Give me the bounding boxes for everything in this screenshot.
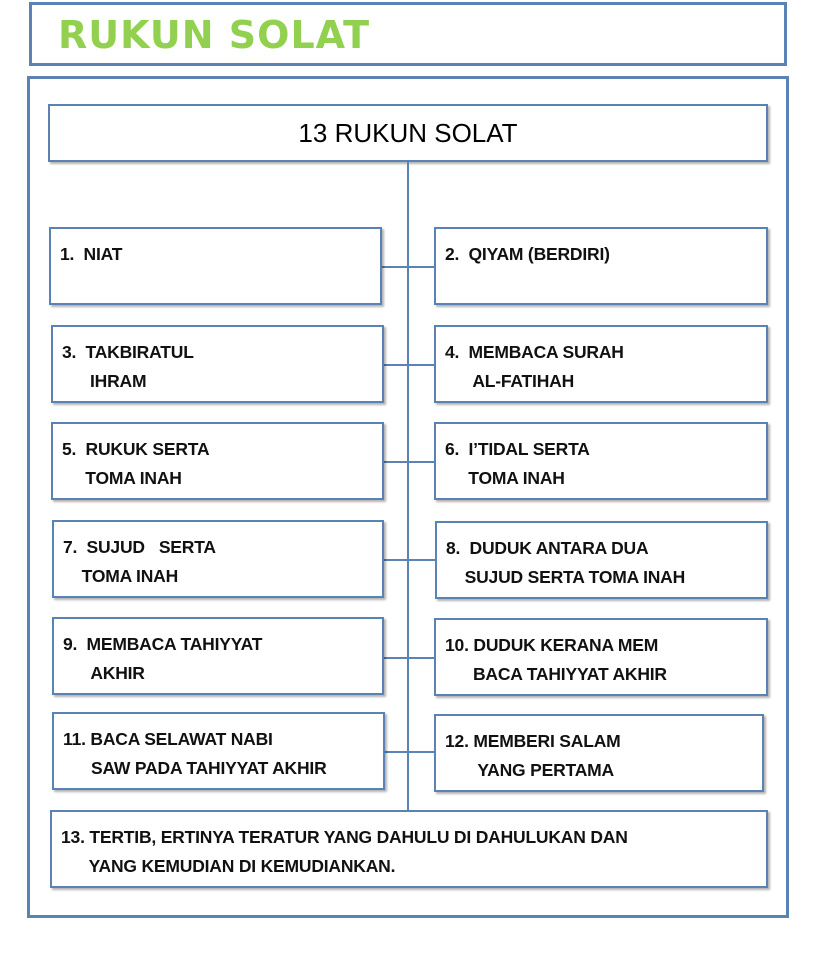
rukun-box-5 — [51, 422, 384, 500]
rukun-box-12 — [434, 714, 764, 792]
title-banner — [29, 2, 787, 66]
branch-connector-row-6 — [385, 751, 434, 753]
rukun-text-10: 10. DUDUK KERANA MEM BACA TAHIYYAT AKHIR — [445, 635, 667, 684]
rukun-text-1: 1. NIAT — [60, 244, 123, 264]
page-title: RUKUN SOLAT — [58, 13, 371, 57]
branch-connector-row-5 — [384, 657, 434, 659]
rukun-text-13: 13. TERTIB, ERTINYA TERATUR YANG DAHULU DI DAHULUKAN DAN YANG KEMUDIAN DI KEMUDIANKAN. — [61, 827, 628, 876]
rukun-text-5: 5. RUKUK SERTA TOMA INAH — [62, 439, 210, 488]
rukun-box-1 — [49, 227, 382, 305]
rukun-text-8: 8. DUDUK ANTARA DUA SUJUD SERTA TOMA INAH — [446, 538, 686, 587]
rukun-box-4 — [434, 325, 768, 403]
rukun-box-13 — [50, 810, 768, 888]
rukun-text-2: 2. QIYAM (BERDIRI) — [445, 244, 610, 264]
rukun-text-7: 7. SUJUD SERTA TOMA INAH — [63, 537, 216, 586]
rukun-box-7 — [52, 520, 384, 598]
rukun-box-8 — [435, 521, 768, 599]
central-connector-line — [407, 162, 409, 810]
rukun-text-4: 4. MEMBACA SURAH AL-FATIHAH — [445, 342, 624, 391]
branch-connector-row-3 — [384, 461, 434, 463]
rukun-text-6: 6. I’TIDAL SERTA TOMA INAH — [445, 439, 590, 488]
branch-connector-row-2 — [384, 364, 434, 366]
rukun-text-12: 12. MEMBERI SALAM YANG PERTAMA — [445, 731, 621, 780]
diagram-title: 13 RUKUN SOLAT — [298, 117, 518, 148]
diagram-header-box — [48, 104, 768, 162]
rukun-text-9: 9. MEMBACA TAHIYYAT AKHIR — [63, 634, 263, 683]
branch-connector-row-4 — [384, 559, 435, 561]
rukun-text-3: 3. TAKBIRATUL IHRAM — [62, 342, 194, 391]
rukun-box-11 — [52, 712, 385, 790]
rukun-box-9 — [52, 617, 384, 695]
rukun-text-11: 11. BACA SELAWAT NABI SAW PADA TAHIYYAT AKHIR — [63, 729, 327, 778]
branch-connector-row-1 — [382, 266, 434, 268]
rukun-box-2 — [434, 227, 768, 305]
rukun-box-10 — [434, 618, 768, 696]
rukun-box-3 — [51, 325, 384, 403]
rukun-box-6 — [434, 422, 768, 500]
